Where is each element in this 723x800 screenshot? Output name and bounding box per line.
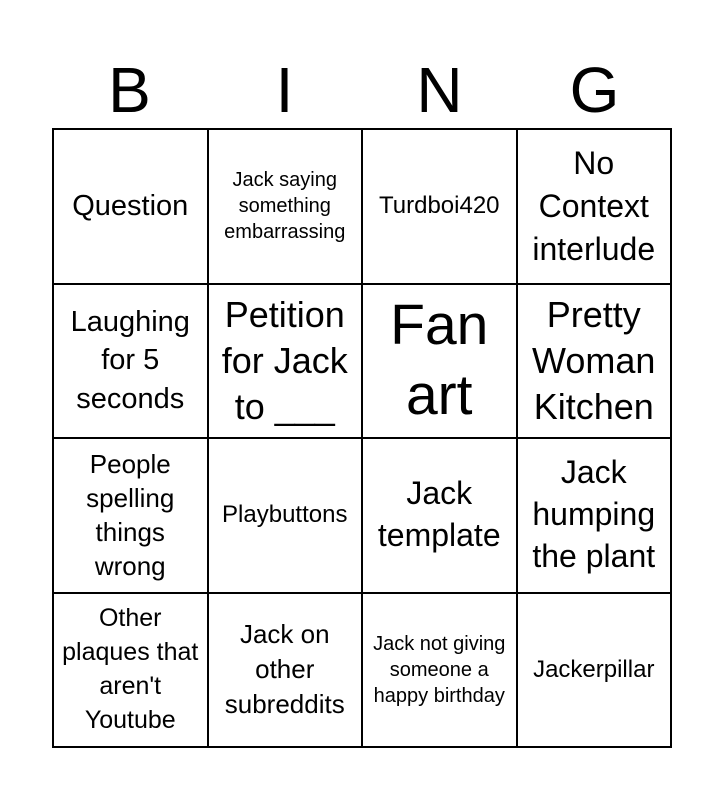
bingo-cell[interactable] <box>54 285 209 440</box>
bingo-cell-text: Other plaques that aren't Youtube <box>62 604 199 734</box>
bingo-cell[interactable] <box>54 439 209 594</box>
bingo-cell[interactable] <box>363 594 518 749</box>
header-letter-b: B <box>108 54 151 126</box>
bingo-cell[interactable] <box>363 130 518 285</box>
bingo-cell-text: Jack template <box>377 475 501 554</box>
bingo-header <box>52 52 672 128</box>
bingo-cell-text: Laughing for 5 seconds <box>70 305 190 416</box>
bingo-cell[interactable] <box>209 130 364 285</box>
bingo-cell-center[interactable] <box>363 285 518 440</box>
bingo-cell-text: Jack not giving someone a happy birthday <box>373 632 506 707</box>
bingo-cell-text: Jack humping the plant <box>532 454 656 575</box>
bingo-cell[interactable] <box>518 130 673 285</box>
bingo-cell-text: Petition for Jack to ___ <box>221 293 348 427</box>
bingo-cell[interactable] <box>363 439 518 594</box>
header-letter-g: G <box>569 54 620 126</box>
bingo-cell[interactable] <box>518 594 673 749</box>
bingo-board <box>52 128 672 748</box>
bingo-cell-text: Playbuttons <box>222 501 348 529</box>
bingo-cell[interactable] <box>54 130 209 285</box>
bingo-cell-text: Pretty Woman Kitchen <box>532 293 656 427</box>
bingo-cell[interactable] <box>209 594 364 749</box>
bingo-cell[interactable] <box>518 439 673 594</box>
bingo-cell-text: Jack saying something embarrassing <box>224 168 346 244</box>
bingo-cell-text: Jackerpillar <box>533 655 655 683</box>
bingo-cell-text: Question <box>72 190 189 223</box>
bingo-cell-text: Turdboi420 <box>378 192 500 220</box>
bingo-cell[interactable] <box>54 594 209 749</box>
bingo-cell[interactable] <box>209 439 364 594</box>
bingo-cell[interactable] <box>209 285 364 440</box>
bingo-cell-text: People spelling things wrong <box>86 449 175 582</box>
bingo-cell-text: No Context interlude <box>532 145 656 267</box>
bingo-cell-text: Fan art <box>390 293 489 427</box>
header-letter-n: N <box>416 54 463 126</box>
bingo-cell-text: Jack on other subreddits <box>224 619 345 720</box>
bingo-cell[interactable] <box>518 285 673 440</box>
header-letter-i: I <box>275 54 294 126</box>
